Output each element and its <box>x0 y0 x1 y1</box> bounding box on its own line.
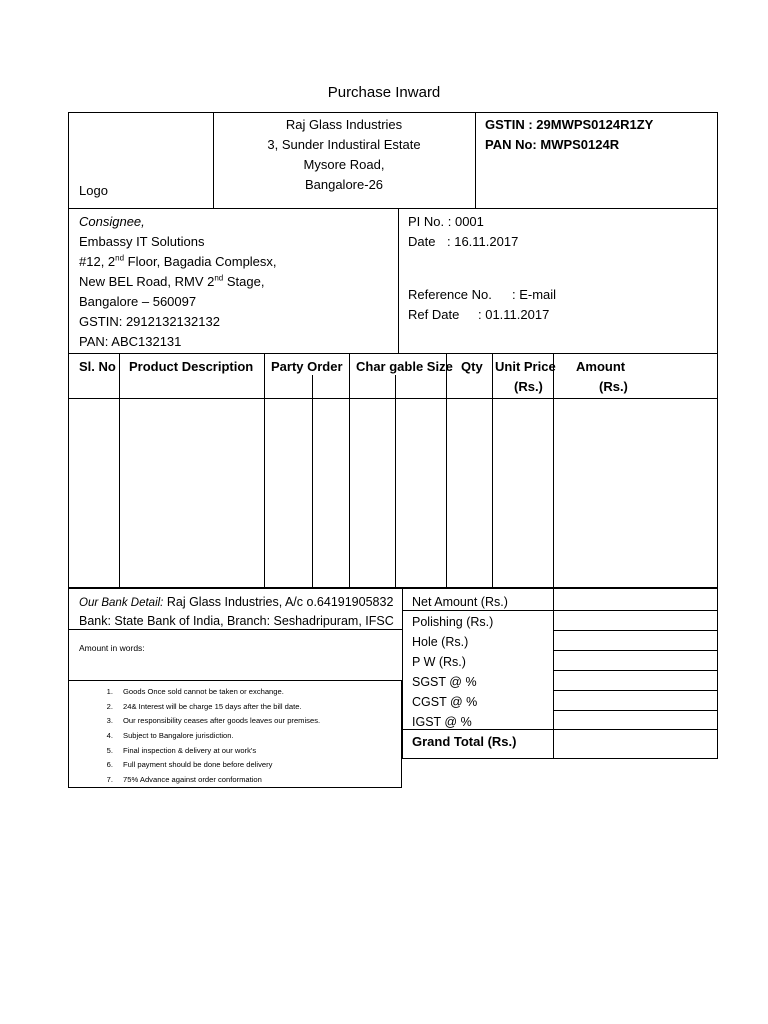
ref-date-label: Ref Date <box>408 307 460 322</box>
consignee-label: Consignee, <box>79 214 145 229</box>
col-header-unit-price-unit: (Rs.) <box>514 379 543 394</box>
hole-label: Hole (Rs.) <box>412 635 469 649</box>
invoice-date-value: : 16.11.2017 <box>447 234 519 249</box>
consignee-pan: PAN: ABC132131 <box>79 334 182 349</box>
invoice-date-label: Date <box>408 234 436 249</box>
net-amount-label: Net Amount (Rs.) <box>412 595 508 609</box>
consignee-address-line2: New BEL Road, RMV 2nd Stage, <box>79 273 265 289</box>
igst-label: IGST @ % <box>412 715 472 729</box>
bank-detail-label: Our Bank Detail: <box>79 597 164 609</box>
company-gstin: GSTIN : 29MWPS0124R1ZY <box>485 117 654 132</box>
col-header-qty: Qty <box>461 359 483 374</box>
consignee-name: Embassy IT Solutions <box>79 234 205 249</box>
bank-account: Raj Glass Industries, A/c o.64191905832 <box>166 595 394 609</box>
company-address-line3: Bangalore-26 <box>304 177 384 192</box>
amount-in-words-label: Amount in words: <box>79 643 145 653</box>
consignee-gstin: GSTIN: 2912132132132 <box>79 314 220 329</box>
terms-box: 1. Goods Once sold cannot be taken or exchange. 2. 24& Interest will be charge 15 days after the bill date. 3. Our responsibility ceases after goods leaves our premises. 4. Subject to Bangalore jurisdiction. 5. Final inspection & delivery at our work's 6. Full payment should be done before delivery 7. 75% Advance against order conformation <box>68 680 402 788</box>
grand-total-label: Grand Total (Rs.) <box>412 734 517 749</box>
company-name: Raj Glass Industries <box>285 117 403 132</box>
amount-in-words-box <box>68 629 403 681</box>
bank-detail-line1 <box>79 594 393 611</box>
col-header-amount: Amount <box>576 359 626 374</box>
company-address-line2: Mysore Road, <box>303 157 385 172</box>
logo-placeholder: Logo <box>79 183 108 198</box>
polishing-label: Polishing (Rs.) <box>412 615 494 629</box>
col-header-party-order: Party Order <box>271 359 343 374</box>
col-header-sl-no: Sl. No <box>79 359 116 374</box>
company-address-line1: 3, Sunder Industiral Estate <box>267 137 421 152</box>
consignee-address-line1: #12, 2nd Floor, Bagadia Complesx, <box>79 253 277 269</box>
page-title: Purchase Inward <box>327 84 441 101</box>
col-header-chargable-size: Char gable Size <box>356 359 453 374</box>
pi-number: PI No. : 0001 <box>408 214 484 229</box>
col-header-amount-unit: (Rs.) <box>599 379 628 394</box>
reference-value: : E-mail <box>512 287 557 302</box>
reference-label: Reference No. <box>408 287 492 302</box>
company-pan: PAN No: MWPS0124R <box>485 137 620 152</box>
pw-label: P W (Rs.) <box>412 655 466 669</box>
sgst-label: SGST @ % <box>412 675 477 689</box>
cgst-label: CGST @ % <box>412 695 478 709</box>
col-header-product-description: Product Description <box>129 359 254 374</box>
bank-detail-line2: Bank: State Bank of India, Branch: Seshadripuram, IFSC <box>79 614 394 628</box>
ref-date-value: : 01.11.2017 <box>478 307 550 322</box>
col-header-unit-price: Unit Price <box>495 359 556 374</box>
consignee-address-line3: Bangalore – 560097 <box>79 294 197 309</box>
table-header-divider <box>68 398 718 399</box>
